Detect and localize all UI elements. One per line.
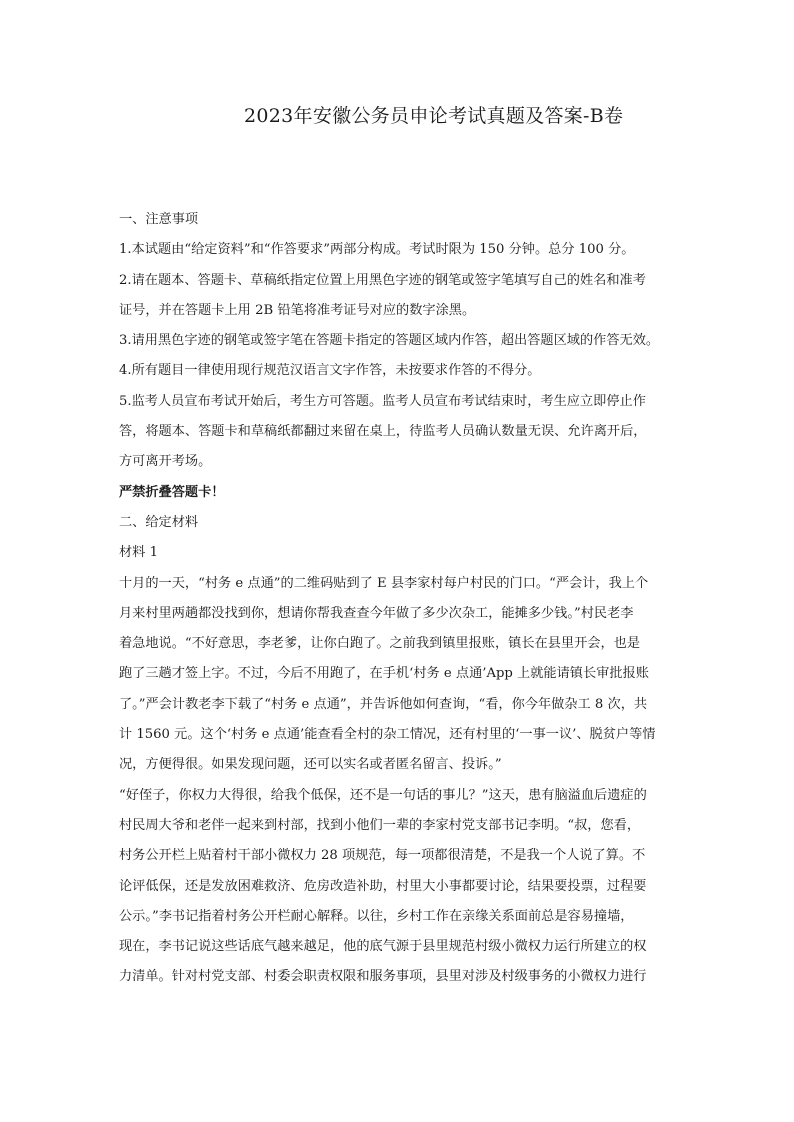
note-item-1: 1.本试题由“给定资料”和“作答要求”两部分构成。考试时限为 150 分钟。总分 100 分。: [119, 242, 635, 258]
note-item-5: 5.监考人员宣布考试开始后，考生方可答题。监考人员宣布考试结束时，考生应立即停止作: [119, 393, 646, 409]
paragraph-line: 公示。”李书记指着村务公开栏耐心解释。以往，乡村工作在亲缘关系面前总是容易撞墙，: [119, 908, 634, 924]
paragraph-line: 跑了三趟才签上字。不过，今后不用跑了，在手机‘村务 e 点通’App 上就能请镇长审批报账: [119, 666, 649, 682]
paragraph-line: 论评低保，还是发放困难救济、危房改造补助，村里大小事都要讨论，结果要投票，过程要: [119, 878, 647, 894]
paragraph-line: 计 1560 元。这个‘村务 e 点通’能查看全村的杂工情况，还有村里的‘一事一议’、脱贫户等情: [119, 727, 656, 743]
paragraph-line: 十月的一天，“村务 e 点通”的二维码贴到了 E 县李家村每户村民的门口。“严会计，我上个: [119, 575, 649, 591]
note-item-2: 2.请在题本、答题卡、草稿纸指定位置上用黑色字迹的钢笔或签字笔填写自己的姓名和准考: [119, 272, 646, 288]
document-body: [119, 205, 745, 993]
paragraph-line: 村民周大爷和老伴一起来到村部，找到小他们一辈的李家村党支部书记李明。“叔，您看，: [119, 817, 641, 833]
material-heading: 材料 1: [119, 545, 158, 561]
paragraph-line: 现在，李书记说这些话底气越来越足，他的底气源于县里规范村级小微权力运行所建立的权: [119, 939, 647, 955]
note-item-2-cont: 证号，并在答题卡上用 2B 铅笔将准考证号对应的数字涂黑。: [119, 302, 476, 318]
paragraph-line: 月来村里两趟都没找到你，想请你帮我查查今年做了多少次杂工，能摊多少钱。”村民老李: [119, 605, 634, 621]
note-item-5-cont: 答，将题本、答题卡和草稿纸都翻过来留在桌上，待监考人员确认数量无误、允许离开后，: [119, 424, 647, 440]
paragraph-line: 着急地说。“不好意思，李老爹，让你白跑了。之前我到镇里报账，镇长在县里开会，也是: [119, 636, 641, 652]
note-item-4: 4.所有题目一律使用现行规范汉语言文字作答，未按要求作答的不得分。: [119, 363, 541, 379]
section-heading-notes: 一、注意事项: [119, 212, 199, 227]
note-item-5-end: 方可离开考场。: [119, 454, 212, 470]
paragraph-line: 村务公开栏上贴着村干部小微权力 28 项规范，每一项都很清楚，不是我一个人说了算。不: [119, 848, 646, 864]
paragraph-line: 力清单。针对村党支部、村委会职责权限和服务事项，县里对涉及村级事务的小微权力进行: [119, 969, 647, 985]
note-item-3: 3.请用黑色字迹的钢笔或签字笔在答题卡指定的答题区域内作答，超出答题区域的作答无效。: [119, 333, 660, 349]
document-title: 2023年安徽公务员申论考试真题及答案-B卷: [244, 105, 624, 127]
paragraph-line: 了。”严会计教老李下载了“村务 e 点通”，并告诉他如何查询，“看，你今年做杂工 8 次，共: [119, 696, 648, 712]
paragraph-line: 况，方便得很。如果发现问题，还可以实名或者匿名留言、投诉。”: [119, 757, 502, 773]
section-heading-materials: 二、给定材料: [119, 514, 199, 530]
warning-text: 严禁折叠答题卡！: [119, 484, 225, 500]
paragraph-line: “好侄子，你权力大得很，给我个低保，还不是一句话的事儿？”这天，患有脑溢血后遗症的: [119, 787, 647, 803]
